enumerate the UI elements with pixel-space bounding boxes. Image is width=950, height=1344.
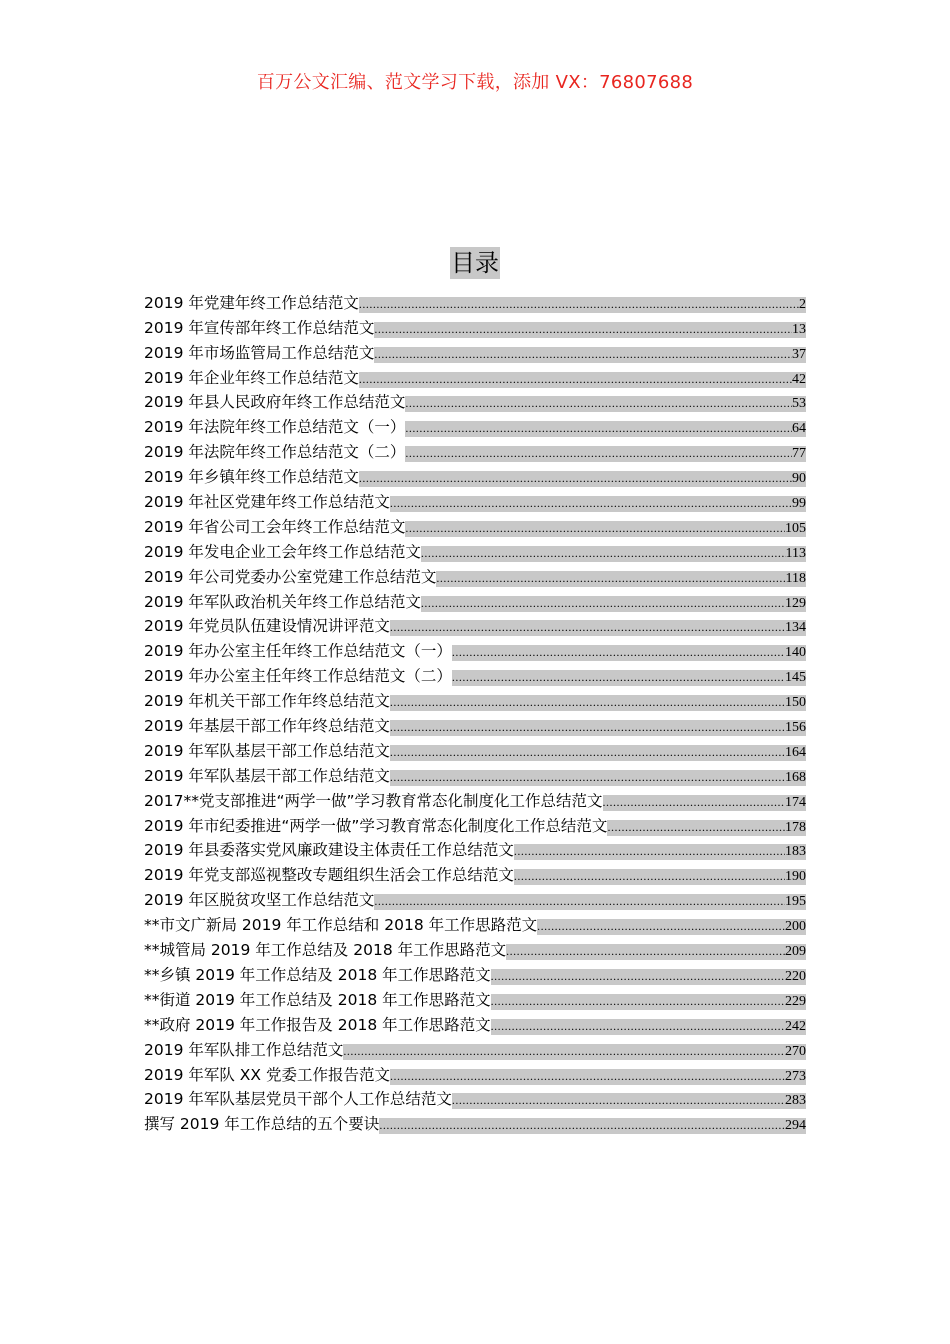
toc-entry-label[interactable]: 2019 年军队排工作总结范文 [144, 1040, 344, 1059]
toc-entry[interactable] [144, 960, 806, 985]
toc-entry-label[interactable]: 2019 年省公司工会年终工作总结范文 [144, 517, 406, 536]
toc-entry-page-number: 150 [785, 695, 806, 711]
toc-entry[interactable] [144, 736, 806, 761]
toc-entry-label[interactable]: 2019 年法院年终工作总结范文（二） [144, 443, 406, 462]
toc-entry-label[interactable]: 2019 年军队基层干部工作总结范文 [144, 741, 390, 760]
watermark-header: 百万公文汇编、范文学习下载，添加 VX：76807688 [256, 72, 694, 93]
toc-entry-label[interactable]: 2019 年办公室主任年终工作总结范文（一） [144, 642, 452, 661]
toc-entry-page-number: 118 [785, 570, 806, 586]
toc-dot-leader [491, 994, 785, 1010]
toc-entry-label[interactable]: 2019 年党支部巡视整改专题组织生活会工作总结范文 [144, 866, 514, 885]
toc-entry[interactable] [144, 487, 806, 512]
toc-dot-leader [452, 670, 785, 686]
toc-dot-leader [514, 869, 785, 885]
toc-entry[interactable] [144, 811, 806, 836]
toc-entry-page-number: 105 [785, 520, 806, 536]
toc-entry-page-number: 164 [785, 744, 806, 760]
toc-entry-page-number: 200 [785, 919, 806, 935]
toc-dot-leader [374, 322, 792, 338]
toc-dot-leader [436, 571, 785, 587]
toc-entry[interactable] [144, 437, 806, 462]
toc-entry-label[interactable]: 2017**党支部推进“两学一做”学习教育常态化制度化工作总结范文 [144, 791, 603, 810]
toc-entry-label[interactable]: 2019 年办公室主任年终工作总结范文（二） [144, 667, 452, 686]
toc-dot-leader [405, 421, 792, 437]
toc-entry[interactable] [144, 1109, 806, 1134]
toc-entry[interactable] [144, 910, 806, 935]
toc-entry-label[interactable]: 2019 年县人民政府年终工作总结范文 [144, 393, 406, 412]
table-of-contents [144, 288, 806, 1134]
toc-dot-leader [374, 894, 785, 910]
toc-dot-leader [390, 770, 785, 786]
toc-dot-leader [603, 795, 785, 811]
toc-entry-page-number: 178 [785, 819, 806, 835]
toc-dot-leader [491, 1019, 785, 1035]
toc-entry-page-number: 77 [792, 446, 806, 462]
toc-entry[interactable] [144, 786, 806, 811]
toc-entry-label[interactable]: 2019 年军队基层党员干部个人工作总结范文 [144, 1090, 452, 1109]
toc-entry-page-number: 129 [785, 595, 806, 611]
toc-entry-label[interactable]: 2019 年区脱贫攻坚工作总结范文 [144, 891, 375, 910]
toc-entry[interactable] [144, 686, 806, 711]
toc-entry-page-number: 13 [792, 321, 806, 337]
toc-title-container [0, 247, 950, 279]
toc-entry-label[interactable]: 2019 年军队基层干部工作总结范文 [144, 766, 390, 785]
toc-entry-label[interactable]: 2019 年军队政治机关年终工作总结范文 [144, 592, 421, 611]
toc-dot-leader [374, 347, 792, 363]
toc-dot-leader [390, 745, 785, 761]
toc-entry[interactable] [144, 412, 806, 437]
toc-entry-label[interactable]: 2019 年机关干部工作年终总结范文 [144, 692, 390, 711]
toc-entry[interactable] [144, 1035, 806, 1060]
toc-entry-page-number: 140 [785, 645, 806, 661]
toc-dot-leader [390, 496, 792, 512]
toc-entry-page-number: 229 [785, 993, 806, 1009]
toc-entry[interactable] [144, 761, 806, 786]
toc-entry-page-number: 209 [785, 944, 806, 960]
toc-entry[interactable] [144, 388, 806, 413]
toc-entry-page-number: 242 [785, 1018, 806, 1034]
toc-entry-label[interactable]: 2019 年党建年终工作总结范文 [144, 293, 359, 312]
toc-entry-page-number: 2 [799, 296, 806, 312]
toc-dot-leader [405, 446, 792, 462]
toc-entry[interactable] [144, 935, 806, 960]
toc-entry-page-number: 270 [785, 1043, 806, 1059]
toc-entry-page-number: 42 [792, 371, 806, 387]
toc-dot-leader [359, 297, 799, 313]
toc-entry[interactable] [144, 885, 806, 910]
toc-entry-label[interactable]: 2019 年发电企业工会年终工作总结范文 [144, 542, 421, 561]
toc-entry-page-number: 113 [785, 545, 806, 561]
toc-dot-leader [452, 645, 785, 661]
toc-entry-label[interactable]: **政府 2019 年工作报告及 2018 年工作思路范文 [144, 1015, 491, 1034]
toc-entry-label[interactable]: **市文广新局 2019 年工作总结和 2018 年工作思路范文 [144, 916, 538, 935]
toc-entry-page-number: 195 [785, 894, 806, 910]
toc-entry-page-number: 99 [792, 496, 806, 512]
toc-entry[interactable] [144, 537, 806, 562]
toc-entry-page-number: 145 [785, 670, 806, 686]
toc-entry[interactable] [144, 985, 806, 1010]
toc-entry-page-number: 190 [785, 869, 806, 885]
toc-entry[interactable] [144, 288, 806, 313]
toc-entry[interactable] [144, 711, 806, 736]
toc-entry-page-number: 294 [785, 1118, 806, 1134]
toc-entry-label[interactable]: 2019 年乡镇年终工作总结范文 [144, 468, 359, 487]
toc-entry-label[interactable]: 2019 年法院年终工作总结范文（一） [144, 418, 406, 437]
toc-dot-leader [514, 844, 785, 860]
toc-dot-leader [359, 372, 792, 388]
toc-entry-page-number: 90 [792, 471, 806, 487]
toc-dot-leader [405, 396, 792, 412]
toc-entry-label[interactable]: 2019 年企业年终工作总结范文 [144, 368, 359, 387]
toc-dot-leader [452, 1093, 785, 1109]
toc-dot-leader [405, 521, 785, 537]
toc-dot-leader [390, 695, 785, 711]
toc-entry[interactable] [144, 636, 806, 661]
toc-dot-leader [390, 720, 785, 736]
toc-entry-label[interactable]: 2019 年党员队伍建设情况讲评范文 [144, 617, 390, 636]
toc-entry-label[interactable]: 2019 年市场监管局工作总结范文 [144, 343, 375, 362]
toc-entry-page-number: 37 [792, 346, 806, 362]
toc-entry-page-number: 156 [785, 720, 806, 736]
toc-entry-label[interactable]: **城管局 2019 年工作总结及 2018 年工作思路范文 [144, 941, 507, 960]
toc-dot-leader [491, 969, 785, 985]
toc-title: 目录 [451, 249, 499, 277]
toc-entry-page-number: 283 [785, 1093, 806, 1109]
toc-dot-leader [343, 1044, 785, 1060]
toc-entry-page-number: 183 [785, 844, 806, 860]
toc-entry-page-number: 53 [792, 396, 806, 412]
toc-entry-label[interactable]: 2019 年县委落实党风廉政建设主体责任工作总结范文 [144, 841, 514, 860]
toc-dot-leader [421, 546, 786, 562]
toc-dot-leader [537, 919, 785, 935]
toc-entry-page-number: 220 [785, 968, 806, 984]
toc-dot-leader [379, 1118, 785, 1134]
toc-entry[interactable] [144, 1010, 806, 1035]
toc-entry-page-number: 168 [785, 769, 806, 785]
toc-dot-leader [506, 944, 785, 960]
toc-entry[interactable] [144, 587, 806, 612]
toc-entry[interactable] [144, 661, 806, 686]
toc-entry[interactable] [144, 363, 806, 388]
toc-entry[interactable] [144, 338, 806, 363]
toc-entry[interactable] [144, 562, 806, 587]
toc-entry-label[interactable]: 2019 年军队 XX 党委工作报告范文 [144, 1065, 390, 1084]
toc-dot-leader [421, 596, 785, 612]
toc-entry-label[interactable]: 撰写 2019 年工作总结的五个要诀 [144, 1115, 380, 1134]
toc-entry[interactable] [144, 860, 806, 885]
toc-entry[interactable] [144, 612, 806, 637]
toc-entry[interactable] [144, 1060, 806, 1085]
toc-entry-page-number: 64 [792, 421, 806, 437]
toc-entry-page-number: 174 [785, 794, 806, 810]
toc-entry[interactable] [144, 512, 806, 537]
toc-dot-leader [390, 1069, 785, 1085]
toc-entry-label[interactable]: **乡镇 2019 年工作总结及 2018 年工作思路范文 [144, 965, 491, 984]
toc-entry-page-number: 273 [785, 1068, 806, 1084]
toc-entry-label[interactable]: 2019 年基层干部工作年终总结范文 [144, 717, 390, 736]
toc-entry-label[interactable]: 2019 年宣传部年终工作总结范文 [144, 318, 375, 337]
toc-entry-label[interactable]: 2019 年公司党委办公室党建工作总结范文 [144, 567, 437, 586]
toc-entry[interactable] [144, 313, 806, 338]
toc-entry-label[interactable]: **街道 2019 年工作总结及 2018 年工作思路范文 [144, 990, 491, 1009]
toc-entry-label[interactable]: 2019 年社区党建年终工作总结范文 [144, 493, 390, 512]
toc-entry-page-number: 134 [785, 620, 806, 636]
toc-entry[interactable] [144, 1085, 806, 1110]
toc-dot-leader [390, 620, 785, 636]
toc-dot-leader [607, 820, 785, 836]
toc-entry[interactable] [144, 462, 806, 487]
toc-dot-leader [359, 471, 792, 487]
toc-entry[interactable] [144, 836, 806, 861]
toc-entry-label[interactable]: 2019 年市纪委推进“两学一做”学习教育常态化制度化工作总结范文 [144, 816, 608, 835]
